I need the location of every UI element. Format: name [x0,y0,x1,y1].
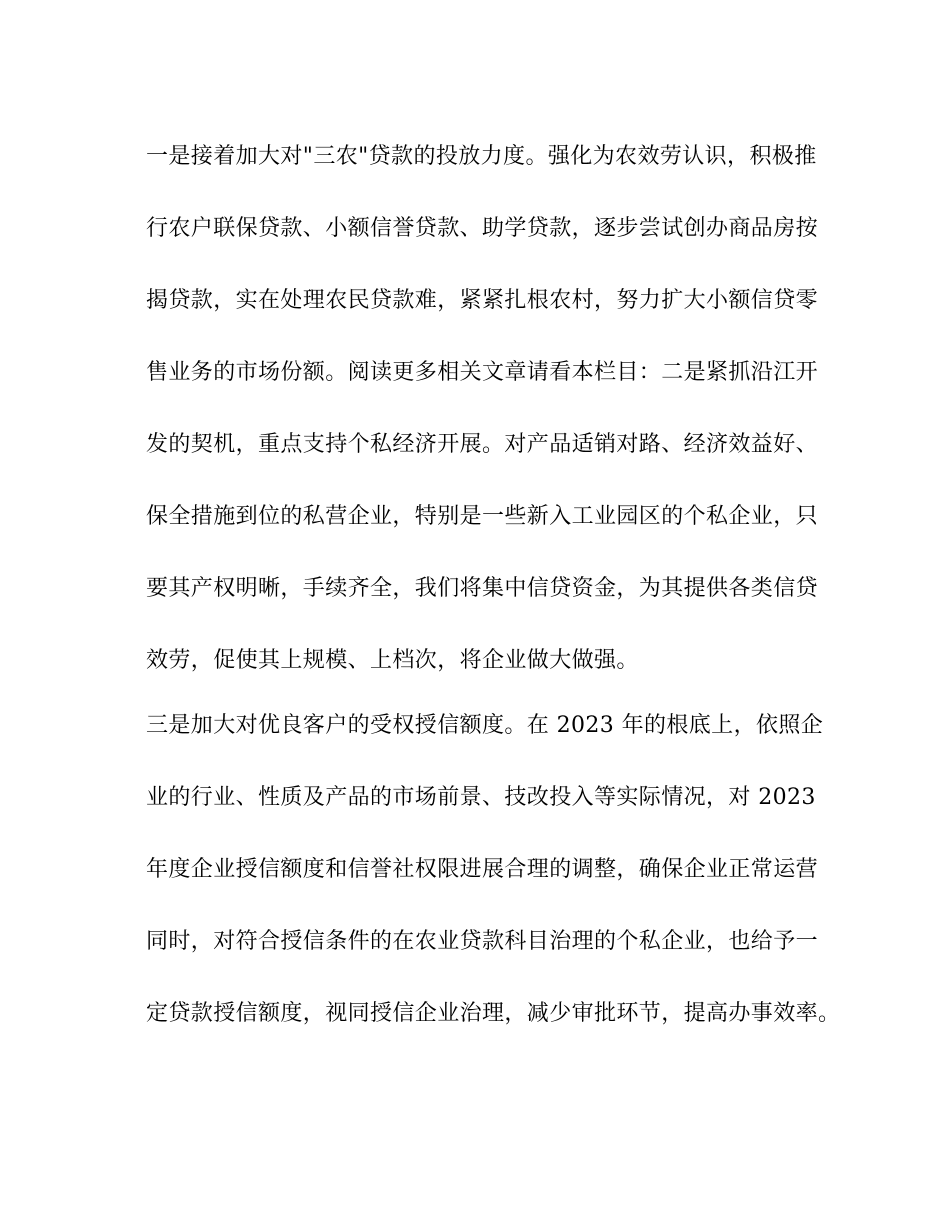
text-line-1: 一是接着加大对"三农"贷款的投放力度。强化为农效劳认识，积极推 [146,144,817,169]
text-line-3: 揭贷款，实在处理农民贷款难，紧紧扎根农村，努力扩大小额信贷零 [146,288,819,313]
text-line-5: 发的契机，重点支持个私经济开展。对产品适销对路、经济效益好、 [146,432,819,457]
text-line-8: 效劳，促使其上规模、上档次，将企业做大做强。 [146,648,639,673]
text-line-6: 保全措施到位的私营企业，特别是一些新入工业园区的个私企业，只 [146,504,819,529]
text-line-12: 同时，对符合授信条件的在农业贷款科目治理的个私企业，也给予一 [146,929,819,954]
text-line-10: 业的行业、性质及产品的市场前景、技改投入等实际情况，对 2023 [146,785,816,810]
text-line-2: 行农户联保贷款、小额信誉贷款、助学贷款，逐步尝试创办商品房按 [146,216,819,241]
text-line-7: 要其产权明晰，手续齐全，我们将集中信贷资金，为其提供各类信贷 [146,576,819,601]
text-line-11: 年度企业授信额度和信誉社权限进展合理的调整，确保企业正常运营 [146,857,819,882]
text-line-13: 定贷款授信额度，视同授信企业治理，减少审批环节，提高办事效率。 [146,1001,841,1026]
text-line-4: 售业务的市场份额。阅读更多相关文章请看本栏目：二是紧抓沿江开 [146,360,819,385]
text-line-9: 三是加大对优良客户的受权授信额度。在 2023 年的根底上，依照企 [146,713,824,738]
